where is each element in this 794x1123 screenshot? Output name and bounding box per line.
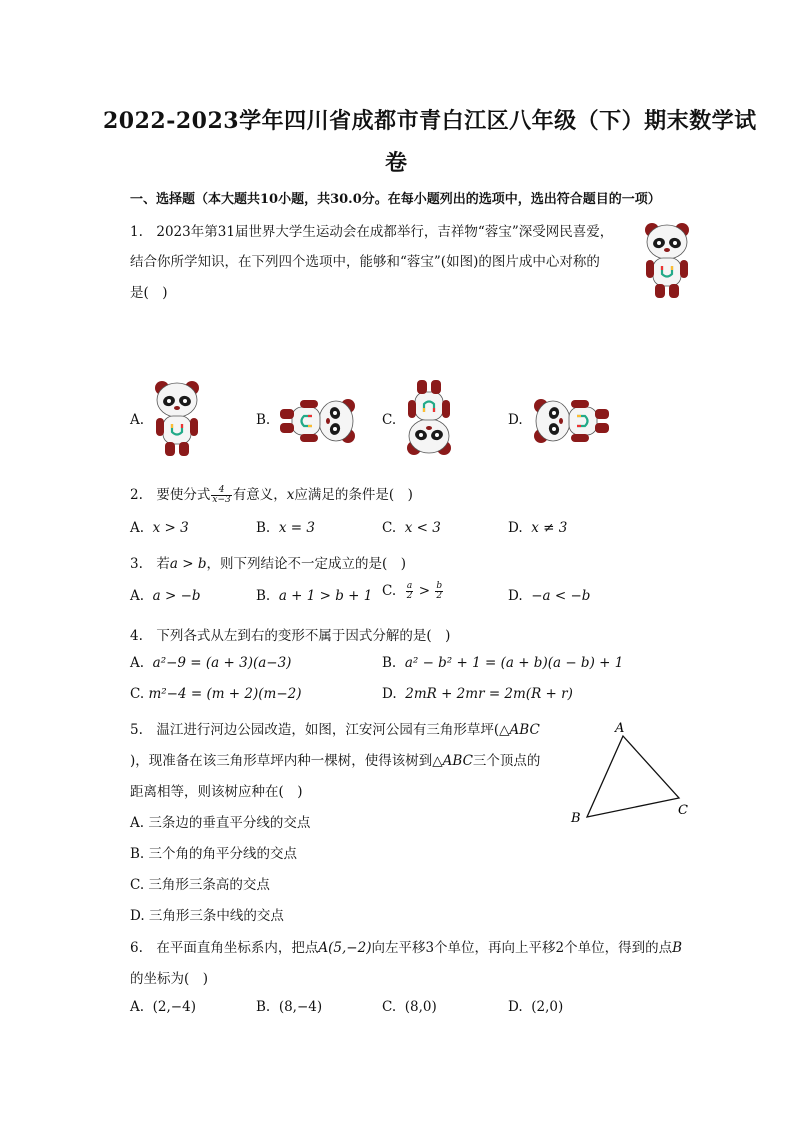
- q1-line1: 1. 2023年第31届世界大学生运动会在成都举行，吉祥物“蓉宝”深受网民喜爱，: [130, 224, 614, 240]
- q2-option-c[interactable]: C. x < 3: [382, 520, 441, 536]
- q5-option-d[interactable]: D. 三角形三条中线的交点: [130, 908, 284, 924]
- q3-option-d[interactable]: D. −a < −b: [508, 588, 591, 604]
- q1-option-d-image[interactable]: [531, 397, 611, 445]
- q1-option-a-label[interactable]: A.: [130, 412, 145, 428]
- q2-option-a[interactable]: A. x > 3: [130, 520, 189, 536]
- q4-option-a[interactable]: A. a²−9 = (a + 3)(a−3): [130, 655, 292, 671]
- q2-stem: 2. 要使分式 $\frac{4}{x-3}$ 有意义，x应满足的条件是( ): [130, 485, 413, 505]
- q3-option-c[interactable]: C. $\frac{a}{2}$ > $\frac{b}{2}$: [382, 581, 443, 601]
- q1-option-c-image[interactable]: [405, 378, 453, 458]
- q4-option-b[interactable]: B. a² − b² + 1 = (a + b)(a − b) + 1: [382, 655, 624, 671]
- q5-line2: )，现准备在该三角形草坪内种一棵树，使得该树到△ABC三个顶点的: [130, 753, 541, 769]
- q1-line3: 是( ): [130, 285, 168, 301]
- q4-stem: 4. 下列各式从左到右的变形不属于因式分解的是( ): [130, 628, 451, 644]
- q5-line1: 5. 温江进行河边公园改造，如图，江安河公园有三角形草坪(△ABC: [130, 722, 540, 738]
- q2-option-b[interactable]: B. x = 3: [256, 520, 315, 536]
- vertex-label-a: A: [615, 721, 625, 736]
- q5-option-c[interactable]: C. 三角形三条高的交点: [130, 877, 270, 893]
- q3-stem: 3. 若a > b，则下列结论不一定成立的是( ): [130, 556, 407, 572]
- q5-option-b[interactable]: B. 三个角的角平分线的交点: [130, 846, 298, 862]
- q1-option-d-label[interactable]: D.: [508, 412, 523, 428]
- q2-option-d[interactable]: D. x ≠ 3: [508, 520, 568, 536]
- q6-option-d[interactable]: D. (2,0): [508, 999, 564, 1015]
- q1-option-b-image[interactable]: [278, 397, 358, 445]
- q1-line2: 结合你所学知识，在下列四个选项中，能够和“蓉宝”(如图)的图片成中心对称的: [130, 254, 600, 270]
- triangle-abc-figure: [565, 718, 695, 828]
- vertex-label-b: B: [571, 811, 581, 826]
- q2-fraction: $\frac{4}{x-3}$: [212, 485, 231, 505]
- q1-option-c-label[interactable]: C.: [382, 412, 397, 428]
- panda-reference-image: [643, 220, 691, 300]
- vertex-label-c: C: [678, 803, 688, 818]
- q1-option-a-image[interactable]: [153, 378, 201, 458]
- q1-option-b-label[interactable]: B.: [256, 412, 271, 428]
- q6-option-c[interactable]: C. (8,0): [382, 999, 437, 1015]
- q6-line2: 的坐标为( ): [130, 971, 209, 987]
- triangle-abc-shape: [587, 736, 679, 817]
- section-header: 一、选择题（本大题共10小题，共30.0分。在每小题列出的选项中，选出符合题目的一项）: [130, 192, 661, 207]
- q4-option-d[interactable]: D. 2mR + 2mr = 2m(R + r): [382, 686, 573, 702]
- exam-title-line2: 卷: [385, 150, 408, 176]
- q6-line1: 6. 在平面直角坐标系内，把点A(5,−2)向左平移3个单位，再向上平移2个单位，得到的点B: [130, 940, 683, 956]
- q3-option-a[interactable]: A. a > −b: [130, 588, 201, 604]
- q4-option-c[interactable]: C. m²−4 = (m + 2)(m−2): [130, 686, 302, 702]
- q3-option-b[interactable]: B. a + 1 > b + 1: [256, 588, 373, 604]
- q5-option-a[interactable]: A. 三条边的垂直平分线的交点: [130, 815, 311, 831]
- q6-option-b[interactable]: B. (8,−4): [256, 999, 323, 1015]
- q6-option-a[interactable]: A. (2,−4): [130, 999, 196, 1015]
- q5-line3: 距离相等，则该树应种在( ): [130, 784, 303, 800]
- exam-title-line1: 2022-2023学年四川省成都市青白江区八年级（下）期末数学试: [103, 108, 757, 134]
